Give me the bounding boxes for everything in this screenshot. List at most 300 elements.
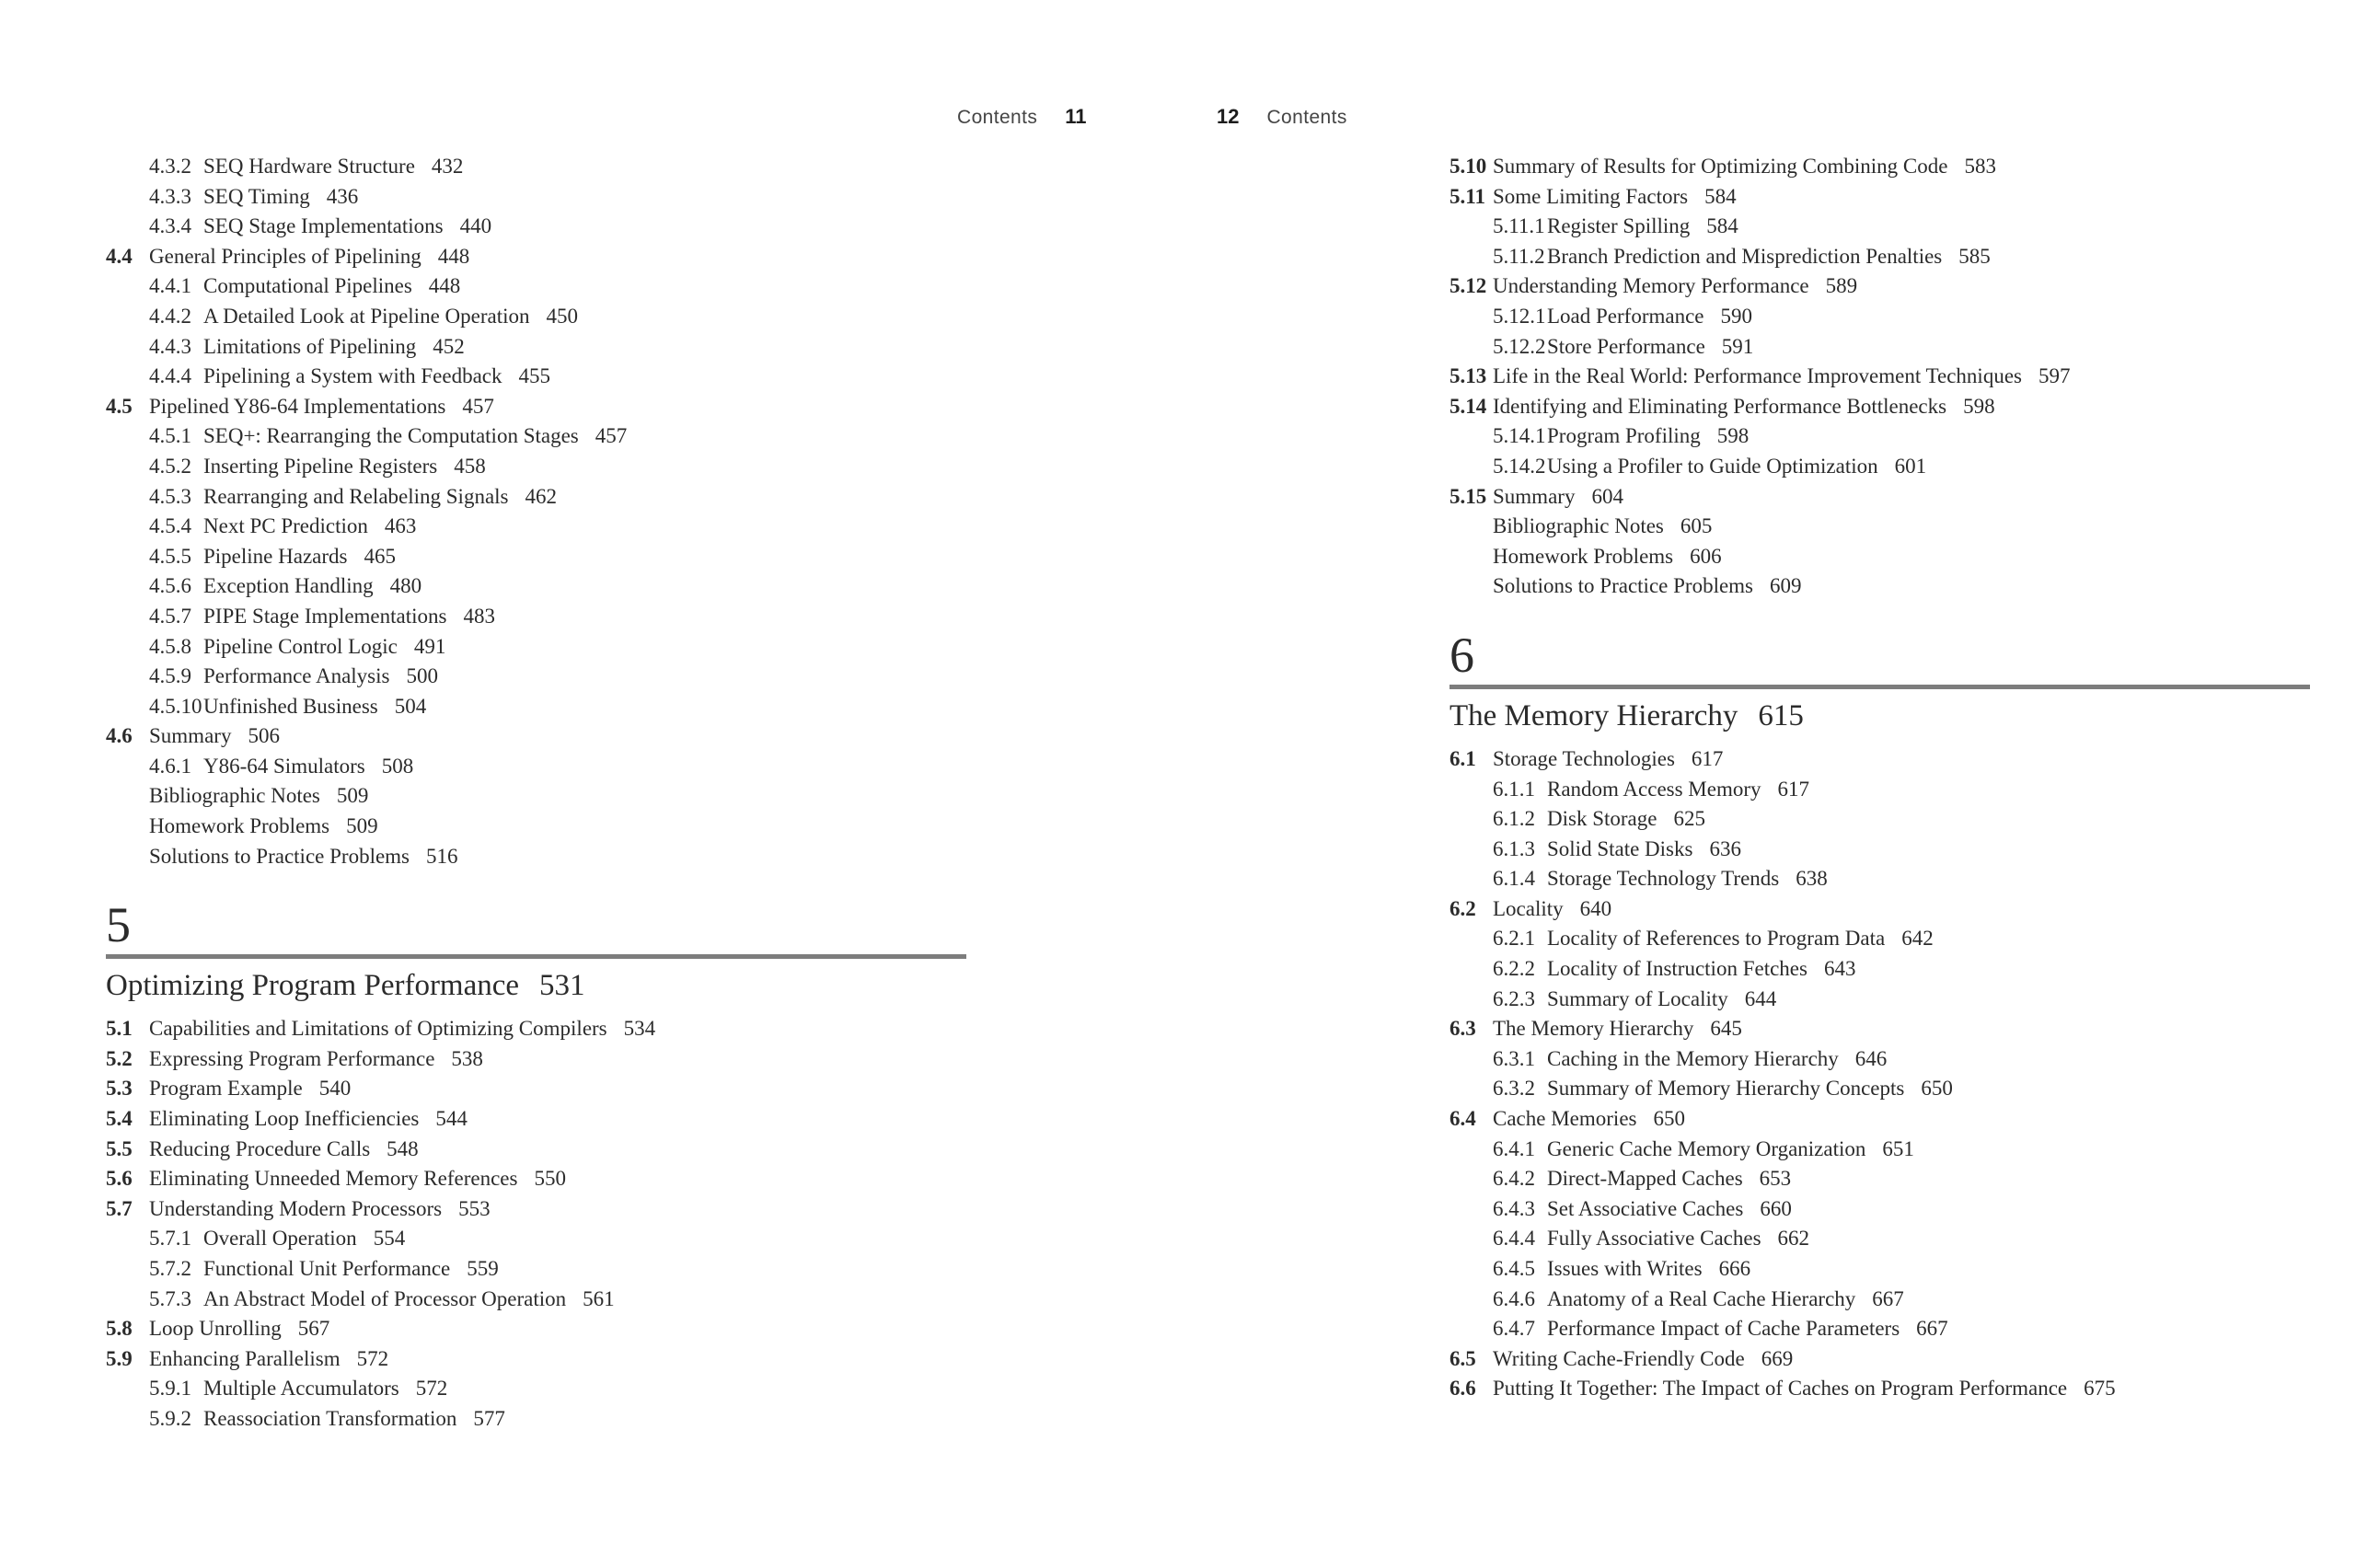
section-title: Summary xyxy=(149,724,232,748)
section-title: Bibliographic Notes xyxy=(149,784,320,808)
chapter-page-number: 531 xyxy=(539,969,585,1003)
section-page-number: 617 xyxy=(1691,746,1724,770)
section-number: 4.5.4 xyxy=(149,514,191,538)
section-page-number: 589 xyxy=(1825,274,1858,298)
section-page-number: 448 xyxy=(437,244,470,268)
section-number: 5.2 xyxy=(106,1046,133,1070)
section-number: 5.9.1 xyxy=(149,1377,191,1401)
chapter-title: Optimizing Program Performance xyxy=(106,969,520,1003)
toc-entry xyxy=(1449,985,2319,1015)
section-page-number: 598 xyxy=(1716,424,1750,448)
section-page-number: 591 xyxy=(1721,334,1754,358)
section-page-number: 457 xyxy=(462,394,494,418)
section-number: 6.3.2 xyxy=(1493,1077,1535,1101)
section-page-number: 483 xyxy=(463,604,495,628)
toc-entry xyxy=(106,421,976,452)
section-page-number: 554 xyxy=(373,1227,406,1251)
toc-entry xyxy=(1449,152,2319,182)
section-title: Summary of Locality xyxy=(1547,986,1728,1010)
section-number: 5.11.2 xyxy=(1493,244,1545,268)
toc-entry xyxy=(106,1254,976,1285)
section-title: Capabilities and Limitations of Optimizing Compilers xyxy=(149,1017,607,1041)
section-title: Locality of Instruction Fetches xyxy=(1547,957,1807,981)
section-title: SEQ Hardware Structure xyxy=(203,155,415,178)
toc-entry xyxy=(1449,744,2319,775)
toc-entry xyxy=(1449,1135,2319,1165)
toc-entry xyxy=(106,1044,976,1075)
section-title: Next PC Prediction xyxy=(203,514,368,538)
section-title: Putting It Together: The Impact of Caches on Program Performance xyxy=(1493,1377,2068,1401)
section-number: 4.5.10 xyxy=(149,694,202,718)
section-number: 6.5 xyxy=(1449,1346,1476,1370)
chapter-number: 6 xyxy=(1449,627,1474,683)
section-page-number: 653 xyxy=(1759,1167,1792,1191)
toc-entry xyxy=(106,1135,976,1165)
toc-entry xyxy=(1449,864,2319,894)
section-number: 5.1 xyxy=(106,1017,133,1041)
section-number: 4.3.4 xyxy=(149,214,191,238)
toc-entry xyxy=(106,152,976,182)
section-page-number: 583 xyxy=(1964,155,1996,178)
toc-entry xyxy=(1449,1164,2319,1194)
section-page-number: 675 xyxy=(2084,1377,2116,1401)
section-page-number: 452 xyxy=(433,334,465,358)
section-page-number: 636 xyxy=(1709,836,1741,860)
section-title: Register Spilling xyxy=(1547,214,1691,238)
section-title: Program Profiling xyxy=(1547,424,1701,448)
section-page-number: 567 xyxy=(297,1317,330,1341)
chapter-5-continued-entries xyxy=(1449,152,2319,602)
section-page-number: 617 xyxy=(1777,777,1810,801)
toc-entry xyxy=(1449,452,2319,482)
section-number: 6.1 xyxy=(1449,746,1476,770)
section-title: General Principles of Pipelining xyxy=(149,244,422,268)
section-page-number: 559 xyxy=(467,1257,499,1280)
section-page-number: 508 xyxy=(381,754,414,778)
toc-entry xyxy=(106,1285,976,1315)
chapter-5-entries xyxy=(106,1014,976,1434)
section-title: Disk Storage xyxy=(1547,807,1657,831)
section-number: 6.1.3 xyxy=(1493,836,1535,860)
section-number: 5.10 xyxy=(1449,155,1487,178)
section-page-number: 662 xyxy=(1777,1227,1810,1251)
section-page-number: 642 xyxy=(1901,927,1934,951)
section-page-number: 598 xyxy=(1963,394,1995,418)
section-title: Load Performance xyxy=(1547,304,1704,328)
toc-entry xyxy=(106,242,976,272)
section-page-number: 650 xyxy=(1921,1077,1953,1101)
toc-entry xyxy=(106,512,976,542)
section-page-number: 509 xyxy=(346,814,378,838)
section-page-number: 432 xyxy=(431,155,464,178)
section-page-number: 650 xyxy=(1653,1107,1685,1131)
toc-entry xyxy=(1449,421,2319,452)
section-number: 5.3 xyxy=(106,1077,133,1101)
section-title: Overall Operation xyxy=(203,1227,357,1251)
section-title: Solutions to Practice Problems xyxy=(149,844,410,868)
section-page-number: 462 xyxy=(525,484,558,508)
section-page-number: 465 xyxy=(364,544,396,568)
section-number: 6.4.1 xyxy=(1493,1136,1535,1160)
section-page-number: 660 xyxy=(1760,1196,1792,1220)
toc-entry xyxy=(1449,1074,2319,1104)
section-title: Program Example xyxy=(149,1077,303,1101)
section-title: A Detailed Look at Pipeline Operation xyxy=(203,304,530,328)
section-page-number: 609 xyxy=(1770,574,1802,598)
section-number: 4.5.8 xyxy=(149,634,191,658)
section-page-number: 572 xyxy=(415,1377,448,1401)
toc-entry xyxy=(1449,894,2319,925)
section-title: Computational Pipelines xyxy=(203,274,412,298)
section-title: Some Limiting Factors xyxy=(1493,184,1689,208)
section-page-number: 544 xyxy=(435,1107,468,1131)
section-page-number: 553 xyxy=(458,1196,491,1220)
chapter-4-continued-entries xyxy=(106,152,976,871)
toc-entry xyxy=(106,812,976,842)
toc-entry xyxy=(1449,924,2319,954)
section-number: 5.5 xyxy=(106,1136,133,1160)
toc-entry xyxy=(106,1014,976,1044)
section-number: 4.5.9 xyxy=(149,664,191,688)
section-page-number: 509 xyxy=(336,784,369,808)
toc-entry xyxy=(1449,271,2319,302)
toc-entry xyxy=(1449,1224,2319,1254)
toc-entry xyxy=(106,692,976,722)
section-title: Bibliographic Notes xyxy=(1493,514,1664,538)
toc-entry xyxy=(1449,482,2319,513)
toc-entry xyxy=(106,482,976,513)
section-number: 6.1.4 xyxy=(1493,867,1535,891)
section-number: 6.2.3 xyxy=(1493,986,1535,1010)
toc-entry xyxy=(1449,332,2319,363)
section-title: Loop Unrolling xyxy=(149,1317,282,1341)
section-number: 6.4.6 xyxy=(1493,1286,1535,1310)
section-number: 4.3.3 xyxy=(149,184,191,208)
toc-entry xyxy=(106,452,976,482)
section-number: 5.12.2 xyxy=(1493,334,1546,358)
section-number: 5.15 xyxy=(1449,484,1487,508)
toc-entry xyxy=(1449,1314,2319,1344)
section-number: 4.6.1 xyxy=(149,754,191,778)
toc-entry xyxy=(106,781,976,812)
section-number: 4.4.1 xyxy=(149,274,191,298)
section-page-number: 458 xyxy=(454,454,486,478)
section-title: Writing Cache-Friendly Code xyxy=(1493,1346,1745,1370)
section-number: 4.5.1 xyxy=(149,424,191,448)
section-title: Expressing Program Performance xyxy=(149,1046,435,1070)
section-title: Summary of Memory Hierarchy Concepts xyxy=(1547,1077,1905,1101)
section-title: Eliminating Unneeded Memory References xyxy=(149,1167,518,1191)
section-title: Storage Technology Trends xyxy=(1547,867,1780,891)
section-page-number: 572 xyxy=(356,1346,389,1370)
section-number: 6.6 xyxy=(1449,1377,1476,1401)
toc-entry xyxy=(1449,242,2319,272)
section-title: Pipelining a System with Feedback xyxy=(203,364,502,388)
section-title: Solutions to Practice Problems xyxy=(1493,574,1754,598)
section-page-number: 480 xyxy=(389,574,422,598)
section-number: 4.4.4 xyxy=(149,364,191,388)
section-title: Unfinished Business xyxy=(203,694,378,718)
section-page-number: 440 xyxy=(459,214,492,238)
toc-entry xyxy=(106,212,976,242)
section-title: Eliminating Loop Inefficiencies xyxy=(149,1107,420,1131)
section-title: Functional Unit Performance xyxy=(203,1257,451,1280)
section-title: Solid State Disks xyxy=(1547,836,1693,860)
toc-entry xyxy=(106,332,976,363)
section-title: Anatomy of a Real Cache Hierarchy xyxy=(1547,1286,1856,1310)
section-number: 5.14.1 xyxy=(1493,424,1546,448)
toc-entry xyxy=(1449,392,2319,422)
toc-entry xyxy=(1449,1044,2319,1075)
section-page-number: 651 xyxy=(1882,1136,1914,1160)
section-page-number: 534 xyxy=(623,1017,656,1041)
toc-entry xyxy=(106,1194,976,1225)
section-page-number: 669 xyxy=(1761,1346,1794,1370)
toc-entry xyxy=(1449,362,2319,392)
chapter-5-heading xyxy=(106,899,976,1434)
chapter-rule xyxy=(1449,685,2310,689)
section-number: 6.4.3 xyxy=(1493,1196,1535,1220)
toc-entry xyxy=(1449,1254,2319,1285)
section-page-number: 516 xyxy=(426,844,458,868)
section-number: 5.12.1 xyxy=(1493,304,1546,328)
section-page-number: 585 xyxy=(1958,244,1991,268)
section-page-number: 590 xyxy=(1720,304,1753,328)
section-number: 4.4.3 xyxy=(149,334,191,358)
toc-entry xyxy=(1449,835,2319,865)
chapter-rule xyxy=(106,954,966,959)
running-head-right xyxy=(1217,105,1347,130)
toc-entry xyxy=(1449,1194,2319,1225)
section-page-number: 491 xyxy=(413,634,446,658)
section-title: Performance Impact of Cache Parameters xyxy=(1547,1317,1900,1341)
toc-entry xyxy=(106,632,976,663)
section-number: 4.5.7 xyxy=(149,604,191,628)
section-number: 5.14.2 xyxy=(1493,454,1546,478)
section-title: Inserting Pipeline Registers xyxy=(203,454,438,478)
section-title: Pipeline Control Logic xyxy=(203,634,398,658)
toc-entry xyxy=(1449,212,2319,242)
section-page-number: 577 xyxy=(473,1406,505,1430)
section-page-number: 584 xyxy=(1704,184,1737,208)
section-page-number: 605 xyxy=(1680,514,1713,538)
toc-entry xyxy=(106,1164,976,1194)
section-number: 5.7 xyxy=(106,1196,133,1220)
section-title: Homework Problems xyxy=(1493,544,1674,568)
section-title: Identifying and Eliminating Performance Bottlenecks xyxy=(1493,394,1947,418)
section-title: Summary of Results for Optimizing Combining Code xyxy=(1493,155,1948,178)
section-page-number: 640 xyxy=(1579,896,1612,920)
section-number: 4.5.2 xyxy=(149,454,191,478)
section-title: Storage Technologies xyxy=(1493,746,1675,770)
section-title: Performance Analysis xyxy=(203,664,390,688)
toc-entry xyxy=(106,1314,976,1344)
running-head-label: Contents xyxy=(1266,107,1347,128)
toc-entry xyxy=(106,662,976,692)
toc-entry xyxy=(106,392,976,422)
section-page-number: 643 xyxy=(1823,957,1856,981)
section-title: Understanding Memory Performance xyxy=(1493,274,1809,298)
toc-entry xyxy=(1449,1374,2319,1404)
toc-entry xyxy=(1449,804,2319,835)
section-title: Understanding Modern Processors xyxy=(149,1196,443,1220)
section-number: 6.3.1 xyxy=(1493,1046,1535,1070)
section-number: 5.11 xyxy=(1449,184,1485,208)
section-title: Store Performance xyxy=(1547,334,1705,358)
toc-entry xyxy=(1449,1104,2319,1135)
section-page-number: 500 xyxy=(406,664,438,688)
section-title: SEQ Timing xyxy=(203,184,310,208)
section-title: Generic Cache Memory Organization xyxy=(1547,1136,1866,1160)
section-title: Limitations of Pipelining xyxy=(203,334,417,358)
section-page-number: 646 xyxy=(1854,1046,1888,1070)
section-page-number: 561 xyxy=(583,1286,615,1310)
section-page-number: 504 xyxy=(394,694,427,718)
section-page-number: 606 xyxy=(1690,544,1722,568)
section-page-number: 463 xyxy=(384,514,417,538)
section-page-number: 540 xyxy=(318,1077,352,1101)
toc-entry xyxy=(1449,512,2319,542)
section-number: 4.5.5 xyxy=(149,544,191,568)
left-page xyxy=(106,152,976,1435)
toc-entry xyxy=(106,752,976,782)
section-number: 4.5.6 xyxy=(149,574,191,598)
section-page-number: 548 xyxy=(387,1136,419,1160)
section-number: 6.1.2 xyxy=(1493,807,1535,831)
toc-entry xyxy=(106,542,976,572)
section-number: 4.4.2 xyxy=(149,304,191,328)
section-title: The Memory Hierarchy xyxy=(1493,1017,1694,1041)
section-title: Enhancing Parallelism xyxy=(149,1346,341,1370)
section-page-number: 455 xyxy=(518,364,551,388)
section-page-number: 625 xyxy=(1673,807,1705,831)
section-number: 5.14 xyxy=(1449,394,1487,418)
section-title: Life in the Real World: Performance Improvement Techniques xyxy=(1493,364,2022,388)
section-title: Locality of References to Program Data xyxy=(1547,927,1886,951)
toc-entry xyxy=(1449,954,2319,985)
section-number: 5.13 xyxy=(1449,364,1487,388)
toc-entry xyxy=(106,182,976,213)
toc-entry xyxy=(106,1104,976,1135)
section-title: Cache Memories xyxy=(1493,1107,1637,1131)
toc-entry xyxy=(106,1074,976,1104)
section-title: Summary xyxy=(1493,484,1576,508)
toc-entry xyxy=(1449,302,2319,332)
section-number: 5.7.3 xyxy=(149,1286,191,1310)
section-title: Pipelined Y86-64 Implementations xyxy=(149,394,446,418)
section-page-number: 604 xyxy=(1591,484,1623,508)
section-number: 6.2.2 xyxy=(1493,957,1535,981)
section-number: 5.7.1 xyxy=(149,1227,191,1251)
section-number: 5.11.1 xyxy=(1493,214,1545,238)
section-number: 6.4.5 xyxy=(1493,1257,1535,1280)
section-number: 4.5.3 xyxy=(149,484,191,508)
chapter-6-heading xyxy=(1449,629,2319,1404)
section-title: Pipeline Hazards xyxy=(203,544,348,568)
section-page-number: 666 xyxy=(1718,1257,1751,1280)
section-page-number: 448 xyxy=(428,274,461,298)
section-page-number: 645 xyxy=(1710,1017,1742,1041)
section-page-number: 667 xyxy=(1872,1286,1904,1310)
right-page xyxy=(1449,152,2319,1404)
section-number: 5.6 xyxy=(106,1167,133,1191)
section-title: Caching in the Memory Hierarchy xyxy=(1547,1046,1839,1070)
chapter-title: The Memory Hierarchy xyxy=(1449,698,1738,732)
toc-entry xyxy=(1449,775,2319,805)
toc-entry xyxy=(106,1224,976,1254)
section-title: Rearranging and Relabeling Signals xyxy=(203,484,509,508)
toc-entry xyxy=(106,271,976,302)
toc-entry xyxy=(106,302,976,332)
section-number: 5.8 xyxy=(106,1317,133,1341)
section-page-number: 550 xyxy=(534,1167,566,1191)
running-head-left xyxy=(957,105,1087,130)
section-page-number: 584 xyxy=(1706,214,1738,238)
section-number: 5.7.2 xyxy=(149,1257,191,1280)
section-number: 6.4.7 xyxy=(1493,1317,1535,1341)
section-title: Exception Handling xyxy=(203,574,374,598)
section-number: 6.2 xyxy=(1449,896,1476,920)
toc-entry xyxy=(106,721,976,752)
section-title: Y86-64 Simulators xyxy=(203,754,365,778)
toc-entry xyxy=(1449,1285,2319,1315)
section-number: 5.9.2 xyxy=(149,1406,191,1430)
section-title: Using a Profiler to Guide Optimization xyxy=(1547,454,1878,478)
chapter-number: 5 xyxy=(106,897,131,953)
section-title: SEQ+: Rearranging the Computation Stages xyxy=(203,424,579,448)
toc-entry xyxy=(106,1374,976,1404)
section-number: 5.9 xyxy=(106,1346,133,1370)
section-number: 6.4.2 xyxy=(1493,1167,1535,1191)
toc-entry xyxy=(106,842,976,872)
section-page-number: 436 xyxy=(326,184,359,208)
section-title: Branch Prediction and Misprediction Penalties xyxy=(1547,244,1943,268)
section-page-number: 597 xyxy=(2038,364,2071,388)
toc-entry xyxy=(1449,182,2319,213)
section-number: 6.4 xyxy=(1449,1107,1476,1131)
section-title: PIPE Stage Implementations xyxy=(203,604,447,628)
section-number: 6.1.1 xyxy=(1493,777,1535,801)
section-number: 4.3.2 xyxy=(149,155,191,178)
section-title: Random Access Memory xyxy=(1547,777,1761,801)
section-number: 5.12 xyxy=(1449,274,1487,298)
toc-entry xyxy=(106,1344,976,1375)
section-number: 6.4.4 xyxy=(1493,1227,1535,1251)
chapter-title-row xyxy=(1449,698,2319,733)
toc-entry xyxy=(106,1404,976,1435)
section-number: 4.6 xyxy=(106,724,133,748)
chapter-page-number: 615 xyxy=(1758,698,1804,732)
toc-entry xyxy=(1449,542,2319,572)
section-number: 6.2.1 xyxy=(1493,927,1535,951)
section-page-number: 638 xyxy=(1796,867,1828,891)
section-title: Reassociation Transformation xyxy=(203,1406,457,1430)
section-page-number: 450 xyxy=(546,304,578,328)
page-number-left: 11 xyxy=(1065,105,1087,128)
section-title: Issues with Writes xyxy=(1547,1257,1703,1280)
section-number: 6.3 xyxy=(1449,1017,1476,1041)
section-number: 5.4 xyxy=(106,1107,133,1131)
toc-entry xyxy=(106,602,976,632)
toc-entry xyxy=(106,571,976,602)
running-head-label: Contents xyxy=(957,107,1038,128)
section-page-number: 457 xyxy=(595,424,628,448)
section-page-number: 601 xyxy=(1894,454,1927,478)
section-title: SEQ Stage Implementations xyxy=(203,214,444,238)
toc-entry xyxy=(1449,571,2319,602)
section-title: Reducing Procedure Calls xyxy=(149,1136,371,1160)
section-page-number: 506 xyxy=(248,724,280,748)
